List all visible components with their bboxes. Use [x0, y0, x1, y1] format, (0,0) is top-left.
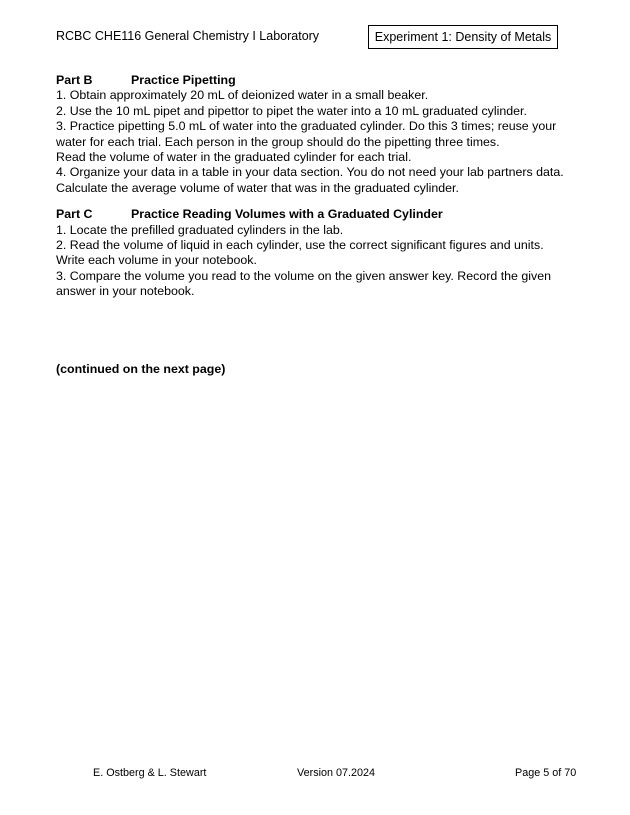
part-b-label: Part B: [56, 73, 93, 87]
footer-authors: E. Ostberg & L. Stewart: [93, 767, 207, 779]
document-body: [56, 73, 586, 377]
part-b-line: 4. Organize your data in a table in your data section. You do not need your lab partners data.: [56, 165, 564, 180]
part-b-line: Calculate the average volume of water that was in the graduated cylinder.: [56, 180, 459, 195]
header-course-title: RCBC CHE116 General Chemistry I Laboratory: [56, 29, 320, 43]
part-b-line: 2. Use the 10 mL pipet and pipettor to pipet the water into a 10 mL graduated cylinder.: [56, 103, 527, 118]
header-experiment-box: Experiment 1: Density of Metals: [368, 25, 558, 49]
part-c-line: Write each volume in your notebook.: [56, 253, 257, 268]
part-b-line: Read the volume of water in the graduated cylinder for each trial.: [56, 150, 412, 165]
part-c-title: Practice Reading Volumes with a Graduated Cylinder: [131, 207, 443, 222]
continued-note: (continued on the next page): [56, 361, 226, 376]
part-c-section: [56, 207, 586, 299]
footer-version: Version 07.2024: [297, 767, 376, 779]
part-c-label: Part C: [56, 207, 93, 222]
part-c-line: 3. Compare the volume you read to the volume on the given answer key. Record the given: [56, 268, 551, 283]
part-c-line: 1. Locate the prefilled graduated cylinders in the lab.: [56, 222, 344, 237]
part-c-line: 2. Read the volume of liquid in each cylinder, use the correct significant figures and units.: [56, 238, 544, 253]
part-b-line: 3. Practice pipetting 5.0 mL of water into the graduated cylinder. Do this 3 times; reuse your: [56, 119, 557, 134]
part-b-title: Practice Pipetting: [131, 73, 236, 87]
part-b-line: 1. Obtain approximately 20 mL of deionized water in a small beaker.: [56, 88, 429, 103]
part-b-line: water for each trial. Each person in the group should do the pipetting three times.: [56, 134, 500, 149]
footer-page-number: Page 5 of 70: [515, 767, 577, 779]
part-c-line: answer in your notebook.: [56, 284, 195, 299]
part-b-section: [56, 73, 586, 196]
part-b-heading: [56, 73, 586, 88]
part-c-heading: [56, 207, 586, 222]
